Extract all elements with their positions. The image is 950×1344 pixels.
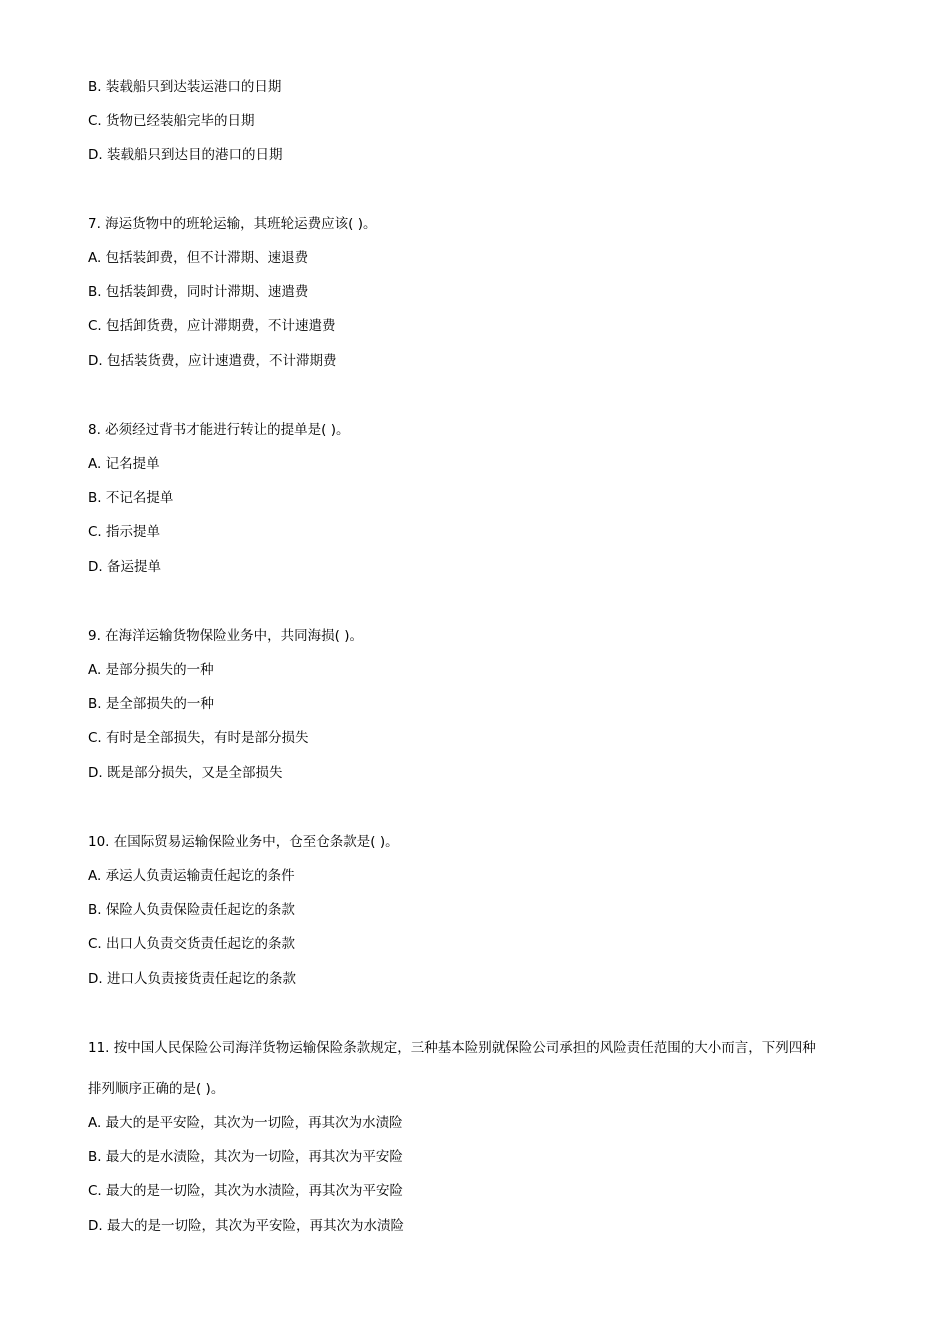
q7-option-b: B. 包括装卸费，同时计滞期、速遣费 [88, 284, 309, 300]
q10-option-d: D. 进口人负责接货责任起讫的条款 [88, 971, 296, 987]
q11-stem-line-2: 排列顺序正确的是( )。 [88, 1081, 225, 1097]
q7-option-c: C. 包括卸货费，应计滞期费，不计速遣费 [88, 318, 336, 334]
q8-option-b: B. 不记名提单 [88, 490, 174, 506]
q10-option-a: A. 承运人负责运输责任起讫的条件 [88, 868, 295, 884]
q6-option-c: C. 货物已经装船完毕的日期 [88, 113, 255, 129]
q10-option-c: C. 出口人负责交货责任起讫的条款 [88, 936, 296, 952]
q11-stem-line-1: 11. 按中国人民保险公司海洋货物运输保险条款规定，三种基本险别就保险公司承担的风险责任范围的大小而言，下列四种 [88, 1040, 816, 1056]
q11-option-c: C. 最大的是一切险，其次为水渍险，再其次为平安险 [88, 1183, 404, 1199]
q6-option-d: D. 装载船只到达目的港口的日期 [88, 147, 283, 163]
q8-option-a: A. 记名提单 [88, 456, 160, 472]
q11-option-d: D. 最大的是一切险，其次为平安险，再其次为水渍险 [88, 1218, 404, 1234]
q9-option-c: C. 有时是全部损失，有时是部分损失 [88, 730, 309, 746]
q9-option-d: D. 既是部分损失，又是全部损失 [88, 765, 283, 781]
q8-option-d: D. 备运提单 [88, 559, 161, 575]
q10-stem: 10. 在国际贸易运输保险业务中，仓至仓条款是( )。 [88, 834, 399, 850]
q9-option-a: A. 是部分损失的一种 [88, 662, 214, 678]
q7-stem: 7. 海运货物中的班轮运输，其班轮运费应该( )。 [88, 216, 377, 232]
q6-option-b: B. 装载船只到达装运港口的日期 [88, 79, 282, 95]
q9-option-b: B. 是全部损失的一种 [88, 696, 214, 712]
q11-option-a: A. 最大的是平安险，其次为一切险，再其次为水渍险 [88, 1115, 403, 1131]
q11-option-b: B. 最大的是水渍险，其次为一切险，再其次为平安险 [88, 1149, 403, 1165]
q8-option-c: C. 指示提单 [88, 524, 161, 540]
q9-stem: 9. 在海洋运输货物保险业务中，共同海损( )。 [88, 628, 363, 644]
q7-option-d: D. 包括装货费，应计速遣费，不计滞期费 [88, 353, 337, 369]
q10-option-b: B. 保险人负责保险责任起讫的条款 [88, 902, 295, 918]
q8-stem: 8. 必须经过背书才能进行转让的提单是( )。 [88, 422, 350, 438]
q7-option-a: A. 包括装卸费，但不计滞期、速退费 [88, 250, 309, 266]
